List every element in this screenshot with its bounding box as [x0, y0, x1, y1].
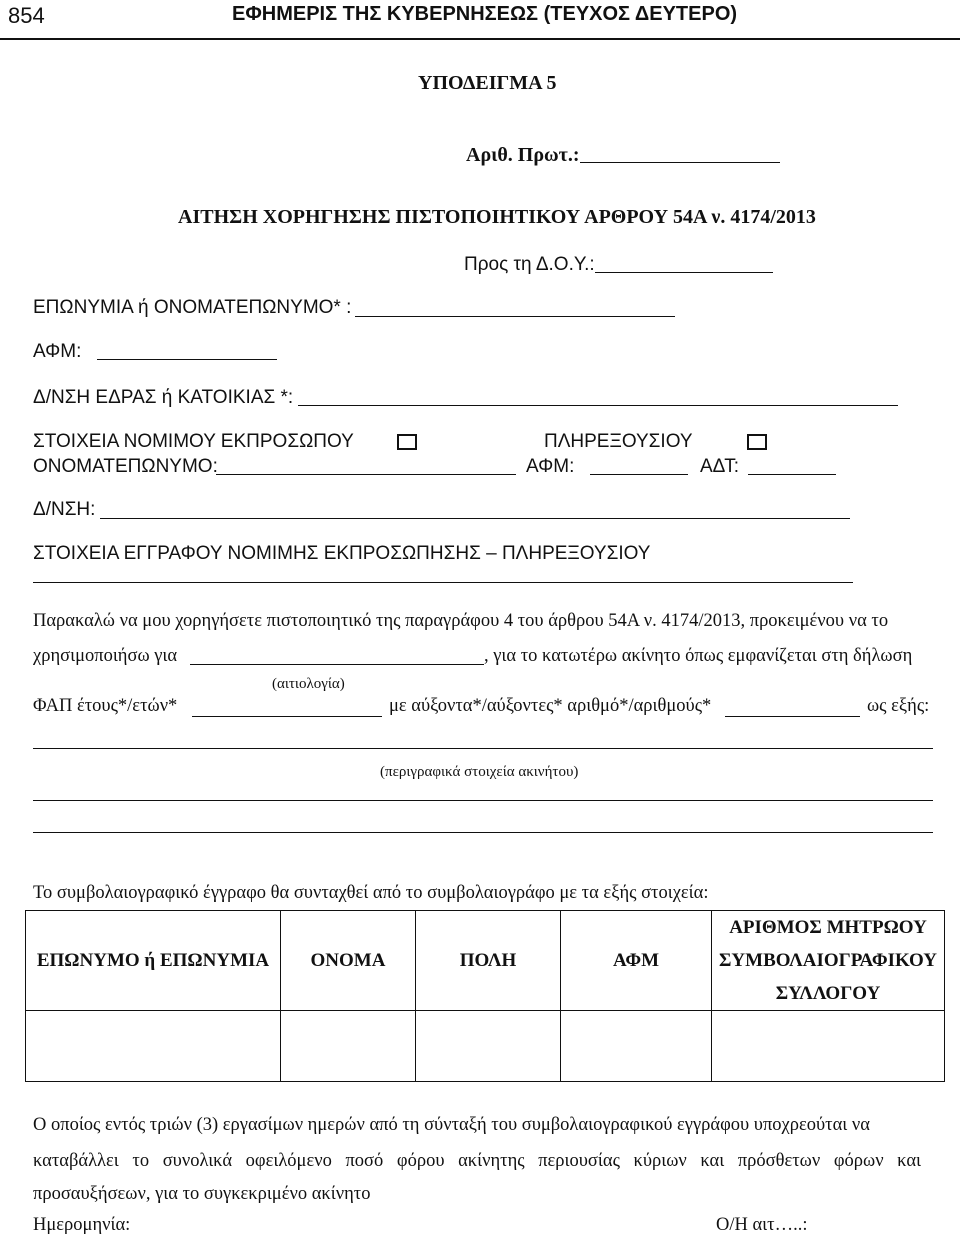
- doy-label: Προς τη Δ.Ο.Υ.:: [464, 254, 595, 275]
- protocol-label: Αριθ. Πρωτ.:: [466, 144, 580, 166]
- rep-address-label: Δ/ΝΣΗ:: [33, 499, 96, 520]
- rep-afm-label: ΑΦΜ:: [526, 456, 575, 477]
- rep-name-label: ΟΝΟΜΑΤΕΠΩΝΥΜΟ:: [33, 456, 218, 477]
- cell-registry[interactable]: [712, 1011, 945, 1082]
- rep-document-field[interactable]: [33, 582, 853, 583]
- reason-caption: (αιτιολογία): [272, 676, 345, 692]
- legal-rep-label: ΣΤΟΙΧΕΙΑ ΝΟΜΙΜΟΥ ΕΚΠΡΟΣΩΠΟΥ: [33, 431, 354, 452]
- request-line-1: Παρακαλώ να μου χορηγήσετε πιστοποιητικό της παραγράφου 4 του άρθρου 54Α ν. 4174/2013, προκειμένου να το: [33, 611, 889, 631]
- footer-line-1: Ο οποίος εντός τριών (3) εργασίμων ημερών από τη σύνταξή του συμβολαιογραφικού εγγράφου υποχρεούται να: [33, 1115, 870, 1135]
- property-line-3[interactable]: [33, 832, 933, 833]
- afm-field[interactable]: [97, 359, 277, 360]
- fap-middle: με αύξοντα*/αύξοντες* αριθμό*/αριθμούς*: [389, 696, 712, 716]
- fap-label: ΦΑΠ έτους*/ετών*: [33, 696, 178, 716]
- header-city: ΠΟΛΗ: [416, 911, 561, 1011]
- applicant-label: Ο/Η αιτ…..:: [716, 1215, 808, 1235]
- rep-adt-field[interactable]: [748, 474, 836, 475]
- cell-afm[interactable]: [561, 1011, 712, 1082]
- protocol-field[interactable]: [580, 162, 780, 163]
- cell-surname[interactable]: [26, 1011, 281, 1082]
- afm-label: ΑΦΜ:: [33, 341, 82, 362]
- legal-rep-checkbox[interactable]: [397, 434, 417, 450]
- name-field[interactable]: [355, 316, 675, 317]
- cell-name[interactable]: [281, 1011, 416, 1082]
- header-registry: [712, 911, 945, 1011]
- notary-table: [25, 910, 945, 1082]
- property-caption: (περιγραφικά στοιχεία ακινήτου): [380, 764, 579, 780]
- registry-header-line-2: ΣΥΜΒΟΛΑΙΟΓΡΑΦΙΚΟΥ: [719, 950, 937, 971]
- date-label: Ημερομηνία:: [33, 1215, 131, 1235]
- fap-number-field[interactable]: [725, 716, 860, 717]
- name-label: ΕΠΩΝΥΜΙΑ ή ΟΝΟΜΑΤΕΠΩΝΥΜΟ* :: [33, 297, 352, 318]
- request-line-2-end: , για το κατωτέρω ακίνητο όπως εμφανίζεται στη δήλωση: [484, 646, 913, 666]
- rep-adt-label: ΑΔΤ:: [700, 456, 740, 477]
- notary-table-header-row: [26, 911, 945, 1011]
- template-title: ΥΠΟΔΕΙΓΜΑ 5: [418, 72, 557, 94]
- cell-city[interactable]: [416, 1011, 561, 1082]
- reason-field[interactable]: [190, 664, 484, 665]
- address-field[interactable]: [298, 405, 898, 406]
- footer-line-3: προσαυξήσεων, για το συγκεκριμένο ακίνητο: [33, 1184, 371, 1204]
- rep-address-field[interactable]: [100, 518, 850, 519]
- request-line-2-start: χρησιμοποιήσω για: [33, 646, 178, 666]
- fap-end: ως εξής:: [867, 696, 930, 716]
- header-surname: ΕΠΩΝΥΜΟ ή ΕΠΩΝΥΜΙΑ: [26, 911, 281, 1011]
- property-line-1[interactable]: [33, 748, 933, 749]
- rep-document-label: ΣΤΟΙΧΕΙΑ ΕΓΓΡΑΦΟΥ ΝΟΜΙΜΗΣ ΕΚΠΡΟΣΩΠΗΣΗΣ – ΠΛΗΡΕΞΟΥΣΙΟΥ: [33, 543, 651, 564]
- fap-year-field[interactable]: [192, 716, 382, 717]
- address-label: Δ/ΝΣΗ ΕΔΡΑΣ ή ΚΑΤΟΙΚΙΑΣ *:: [33, 387, 294, 408]
- registry-header-line-1: ΑΡΙΘΜΟΣ ΜΗΤΡΩΟΥ: [729, 917, 927, 938]
- notary-intro: Το συμβολαιογραφικό έγγραφο θα συνταχθεί από το συμβολαιογράφο με τα εξής στοιχεία:: [33, 883, 709, 903]
- rep-afm-field[interactable]: [590, 474, 688, 475]
- doy-field[interactable]: [595, 272, 773, 273]
- registry-header-line-3: ΣΥΛΛΟΓΟΥ: [775, 983, 881, 1004]
- proxy-checkbox[interactable]: [747, 434, 767, 450]
- rep-name-field[interactable]: [216, 474, 516, 475]
- application-title: ΑΙΤΗΣΗ ΧΟΡΗΓΗΣΗΣ ΠΙΣΤΟΠΟΙΗΤΙΚΟΥ ΑΡΘΡΟΥ 54Α ν. 4174/2013: [178, 206, 816, 228]
- journal-title: ΕΦΗΜΕΡΙΣ ΤΗΣ ΚΥΒΕΡΝΗΣΕΩΣ (ΤΕΥΧΟΣ ΔΕΥΤΕΡΟ): [232, 3, 738, 25]
- header-afm: ΑΦΜ: [561, 911, 712, 1011]
- footer-line-2: καταβάλλει το συνολικά οφειλόμενο ποσό φόρου ακίνητης περιουσίας κύριων και πρόσθετων φόρων και: [33, 1151, 922, 1171]
- header-rule: [0, 38, 960, 40]
- proxy-label: ΠΛΗΡΕΞΟΥΣΙΟΥ: [544, 431, 693, 452]
- page-number: 854: [8, 3, 45, 28]
- header-name: ΟΝΟΜΑ: [281, 911, 416, 1011]
- notary-table-row: [26, 1011, 945, 1082]
- property-line-2[interactable]: [33, 800, 933, 801]
